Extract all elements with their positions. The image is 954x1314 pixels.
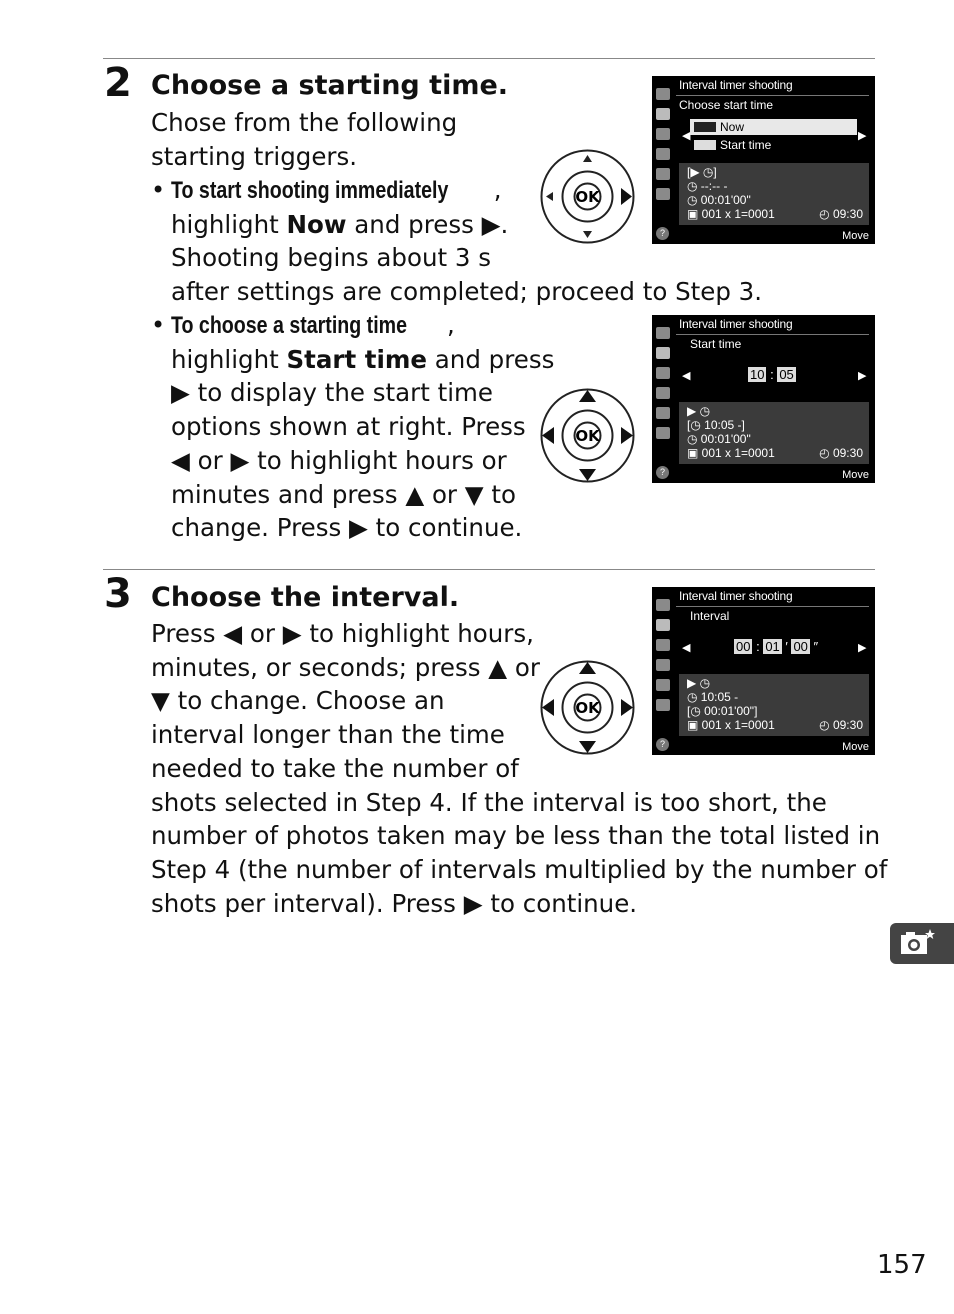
svg-text:OK: OK — [575, 427, 600, 445]
page-number: 157 — [877, 1250, 927, 1280]
screen-subtitle: Start time — [690, 337, 742, 351]
step-number: 3 — [104, 571, 132, 617]
screen-title: Interval timer shooting — [679, 589, 793, 603]
camera-screen-choose-start-time — [652, 76, 875, 244]
camera-icon — [890, 923, 954, 964]
shooting-menu-tab — [890, 923, 954, 964]
intro-line: starting triggers. — [151, 141, 358, 171]
help-icon: ? — [656, 738, 669, 751]
time-entry: 10 : 05 — [750, 367, 794, 382]
step-intro — [151, 106, 457, 173]
intro-line: Chose from the following — [151, 108, 458, 137]
hours-field: 00 — [736, 639, 751, 654]
right-arrow-icon: ▶ — [858, 642, 867, 654]
menu-option-start-time: Start time — [690, 137, 857, 153]
right-arrow-icon: ▶ — [858, 130, 867, 142]
camera-screen-interval — [652, 587, 875, 755]
svg-text:OK: OK — [575, 188, 600, 206]
minutes-field: 01 — [765, 639, 780, 654]
move-hint: Move — [842, 741, 869, 753]
timer-info-panel: [▶ ◷] ◷ --:-- - ◷ 00:01'00" ▣ 001 x 1=0001 ◴ 09:30 — [679, 163, 869, 225]
screen-subtitle: Choose start time — [679, 98, 774, 112]
right-arrow-icon: ▶ — [858, 370, 867, 382]
multi-selector-icon — [539, 659, 636, 756]
multi-selector-icon — [539, 148, 636, 245]
screen-subtitle: Interval — [690, 609, 730, 623]
option-start-time-label: Start time — [286, 344, 427, 374]
section-divider — [103, 58, 875, 59]
menu-option-now: Now — [690, 119, 857, 135]
bullet-start-immediately: To start shooting immediately , highlight Now and press ▶. Shooting begins about 3 s after settings are completed; proceed to Step 3. — [171, 175, 763, 307]
clock-readout: ◴ 09:30 — [819, 207, 863, 221]
hours-field: 10 — [750, 367, 765, 382]
timer-info-panel: ▶ ◷ [◷ 10:05 -] ◷ 00:01'00" ▣ 001 x 1=0001 ◴ 09:30 — [679, 402, 869, 464]
clock-readout: ◴ 09:30 — [819, 718, 863, 732]
bullet-title: To choose a starting time — [171, 312, 407, 339]
left-arrow-icon: ◀ — [682, 642, 691, 654]
step-number: 2 — [104, 60, 132, 106]
interval-entry: 00 : 01 ′ 00 ″ — [736, 639, 819, 654]
left-arrow-icon: ◀ — [682, 370, 691, 382]
bullet-dot: • — [151, 311, 166, 339]
timer-info-panel: ▶ ◷ ◷ 10:05 - [◷ 00:01'00"] ▣ 001 x 1=0001 ◴ 09:30 — [679, 674, 869, 736]
step-heading: Choose a starting time. — [151, 70, 509, 101]
seconds-field: 00 — [793, 639, 808, 654]
svg-text:OK: OK — [575, 699, 600, 717]
menu-tab-icons — [652, 587, 674, 755]
bullet-title: To start shooting immediately — [171, 177, 449, 204]
step-heading: Choose the interval. — [151, 582, 460, 613]
bullet-choose-starting-time: To choose a starting time , highlight Start time and press ▶ to display the start time options shown at right. Press ◀ or ▶ to highlight hours or minutes and press ▲ or ▼ to change. Press ▶ to continue. — [171, 310, 555, 543]
screen-title: Interval timer shooting — [679, 78, 793, 92]
move-hint: Move — [842, 230, 869, 242]
menu-tab-icons — [652, 315, 674, 483]
step-body: Press ◀ or ▶ to highlight hours, minutes, or seconds; press ▲ or ▼ to change. Choose an interval longer than the time needed to take the number of shots selected in Step 4. If the interval is too short, the number of photos taken may be less than the total listed in Step 4 (the number of intervals multiplied by the number of shots per interval). Press ▶ to continue. — [151, 619, 888, 918]
help-icon: ? — [656, 227, 669, 240]
bullet-dot: • — [151, 176, 166, 204]
move-hint: Move — [842, 469, 869, 481]
help-icon: ? — [656, 466, 669, 479]
left-arrow-icon: ◀ — [682, 130, 691, 142]
option-now-label: Now — [286, 209, 347, 239]
minutes-field: 05 — [779, 367, 794, 382]
menu-tab-icons — [652, 76, 674, 244]
camera-screen-start-time — [652, 315, 875, 483]
multi-selector-icon — [539, 387, 636, 484]
section-divider — [103, 569, 875, 570]
clock-readout: ◴ 09:30 — [819, 446, 863, 460]
screen-title: Interval timer shooting — [679, 317, 793, 331]
